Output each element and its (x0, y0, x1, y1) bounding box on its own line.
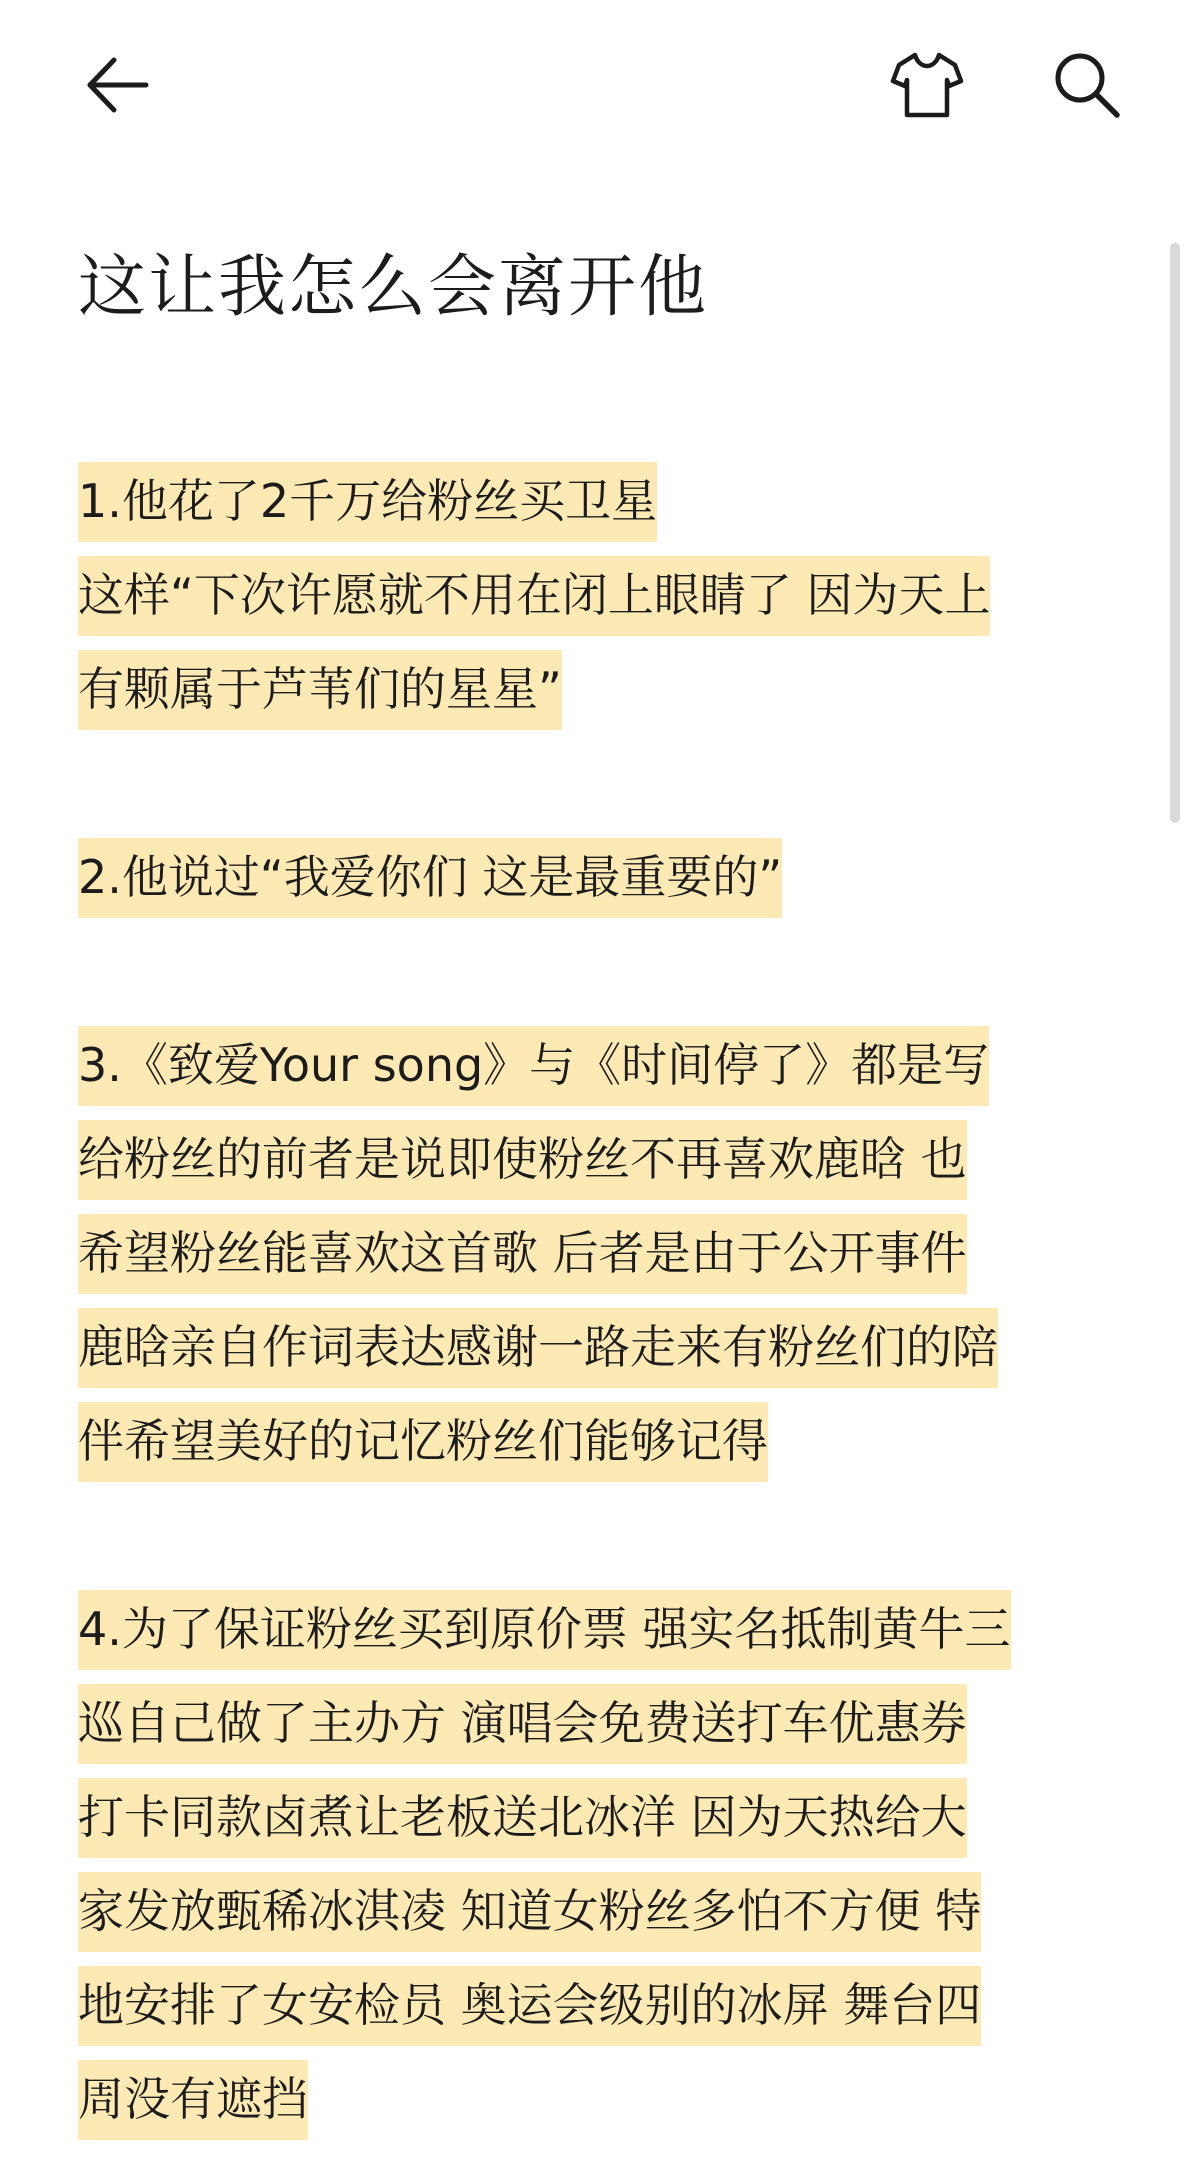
highlighted-text: 2.他说过“我爱你们 这是最重要的” (78, 838, 782, 918)
paragraph-line (78, 1300, 1133, 1394)
back-button[interactable] (72, 40, 162, 130)
paragraph-line (78, 1676, 1133, 1770)
paragraph-line (78, 548, 1133, 642)
paragraph-line (78, 830, 1133, 924)
highlighted-text: 家发放甄稀冰淇凌 知道女粉丝多怕不方便 特 (78, 1872, 981, 1952)
highlighted-text: 伴希望美好的记忆粉丝们能够记得 (78, 1402, 768, 1482)
paragraph-gap (78, 1488, 1133, 1582)
highlighted-text: 3.《致爱Your song》与《时间停了》都是写 (78, 1026, 989, 1106)
top-bar (0, 0, 1198, 175)
paragraph-line (78, 1394, 1133, 1488)
highlighted-text: 打卡同款卤煮让老板送北冰洋 因为天热给大 (78, 1778, 967, 1858)
paragraph-line (78, 454, 1133, 548)
tshirt-icon (889, 47, 965, 123)
highlighted-text: 给粉丝的前者是说即使粉丝不再喜欢鹿晗 也 (78, 1120, 967, 1200)
highlighted-text: 1.他花了2千万给粉丝买卫星 (78, 462, 657, 542)
scrollbar[interactable] (1170, 243, 1180, 823)
note-paragraph (78, 1582, 1133, 2146)
note-body[interactable] (78, 454, 1133, 2146)
search-icon (1049, 47, 1125, 123)
note-paragraph (78, 454, 1133, 736)
paragraph-line (78, 1018, 1133, 1112)
search-button[interactable] (1042, 40, 1132, 130)
paragraph-line (78, 1112, 1133, 1206)
paragraph-line (78, 1864, 1133, 1958)
note-paragraph (78, 1018, 1133, 1488)
back-arrow-icon (82, 50, 152, 120)
highlighted-text: 4.为了保证粉丝买到原价票 强实名抵制黄牛三 (78, 1590, 1011, 1670)
paragraph-gap (78, 736, 1133, 830)
highlighted-text: 这样“下次许愿就不用在闭上眼睛了 因为天上 (78, 556, 990, 636)
paragraph-line (78, 2052, 1133, 2146)
highlighted-text: 地安排了女安检员 奥运会级别的冰屏 舞台四 (78, 1966, 981, 2046)
paragraph-line (78, 642, 1133, 736)
theme-button[interactable] (882, 40, 972, 130)
highlighted-text: 周没有遮挡 (78, 2060, 308, 2140)
note-title: 这让我怎么会离开他 (78, 248, 709, 327)
highlighted-text: 希望粉丝能喜欢这首歌 后者是由于公开事件 (78, 1214, 967, 1294)
paragraph-gap (78, 924, 1133, 1018)
note-paragraph (78, 830, 1133, 924)
highlighted-text: 鹿晗亲自作词表达感谢一路走来有粉丝们的陪 (78, 1308, 998, 1388)
paragraph-line (78, 1770, 1133, 1864)
paragraph-line (78, 1206, 1133, 1300)
paragraph-line (78, 1958, 1133, 2052)
highlighted-text: 有颗属于芦苇们的星星” (78, 650, 562, 730)
highlighted-text: 巡自己做了主办方 演唱会免费送打车优惠券 (78, 1684, 967, 1764)
paragraph-line (78, 1582, 1133, 1676)
